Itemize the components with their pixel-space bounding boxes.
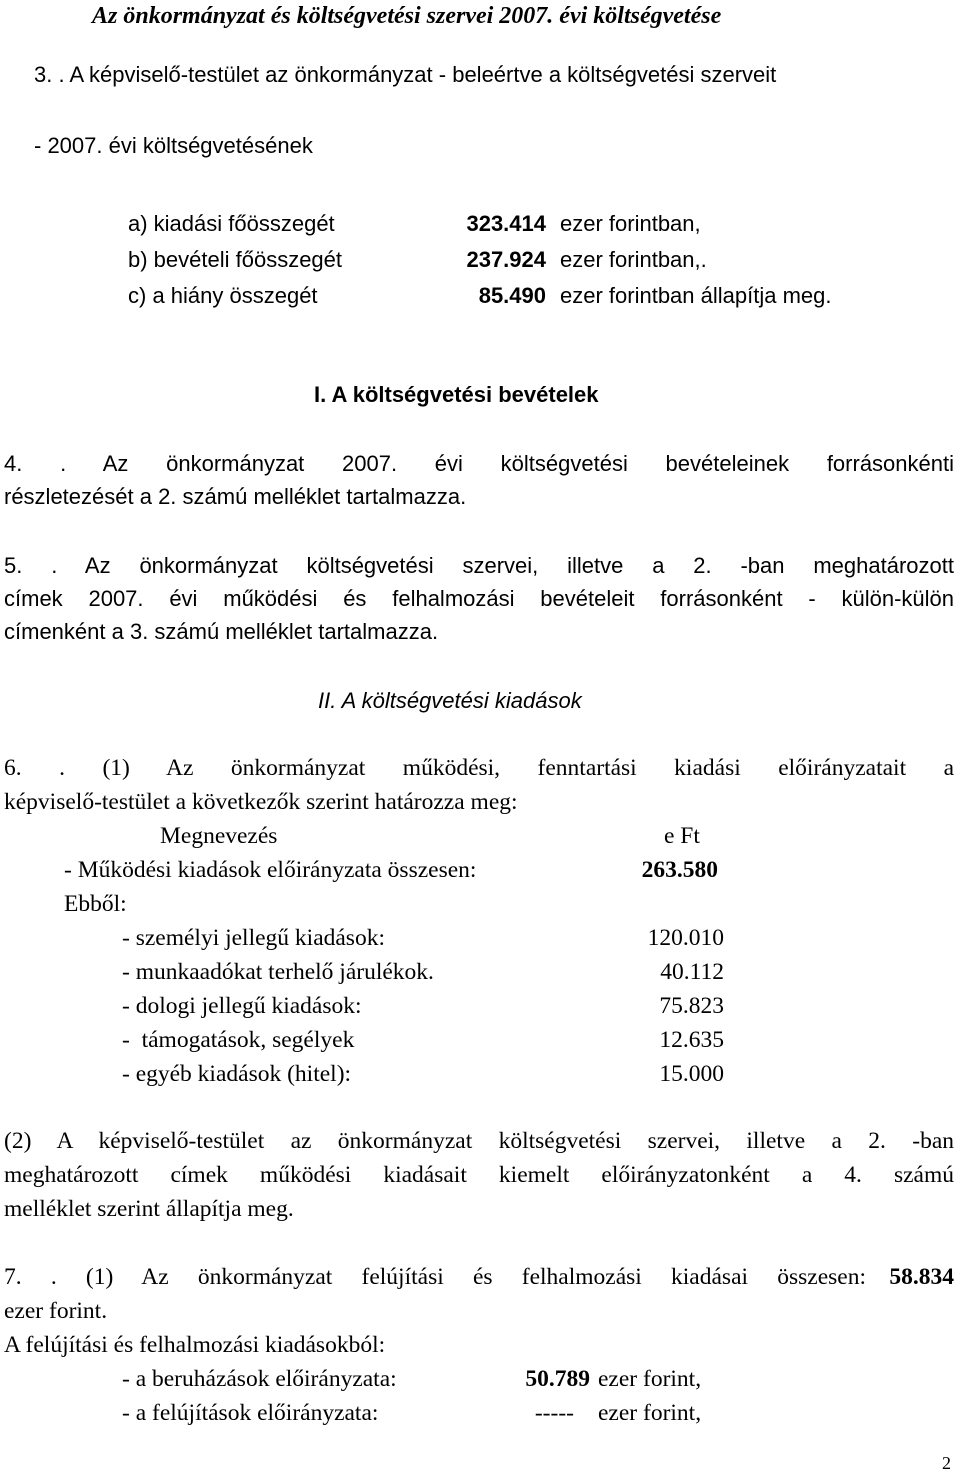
total-label: - Működési kiadások előirányzata összesen: bbox=[64, 857, 477, 883]
capital-value: ----- bbox=[534, 1400, 574, 1426]
section-5-line-2: címek 2007. évi működési és felhalmozási bevételeit forrásonként - külön-külön bbox=[4, 586, 954, 611]
section-4-line-2: részletezését a 2. számú melléklet tartalmazza. bbox=[4, 484, 467, 509]
section-7-line-1: 7. . (1) Az önkormányzat felújítási és felhalmozási kiadásai összesen: bbox=[4, 1264, 866, 1290]
of-which-label: Ebből: bbox=[64, 891, 127, 917]
total-value: 263.580 bbox=[641, 857, 718, 883]
capital-unit: ezer forint, bbox=[598, 1366, 702, 1392]
summary-unit-b: ezer forintban,. bbox=[560, 247, 707, 272]
summary-label-b: b) bevételi főösszegét bbox=[128, 247, 343, 272]
expense-label: - egyéb kiadások (hitel): bbox=[122, 1061, 352, 1087]
section-7-line-3: A felújítási és felhalmozási kiadásokból: bbox=[4, 1332, 386, 1358]
summary-label-a: a) kiadási főösszegét bbox=[128, 211, 335, 236]
capital-label: - a beruházások előirányzata: bbox=[122, 1366, 397, 1392]
column-header-unit: e Ft bbox=[664, 823, 700, 849]
page-number: 2 bbox=[942, 1453, 951, 1473]
capital-label: - a felújítások előirányzata: bbox=[122, 1400, 379, 1426]
summary-value-c: 85.490 bbox=[478, 283, 546, 308]
section-6-para-2-line-1: (2) A képviselő-testület az önkormányzat költségvetési szervei, illetve a 2. -ban bbox=[4, 1128, 954, 1154]
expense-value: 12.635 bbox=[659, 1027, 724, 1053]
summary-value-b: 237.924 bbox=[466, 247, 546, 272]
summary-unit-c: ezer forintban állapítja meg. bbox=[560, 283, 832, 308]
capital-unit: ezer forint, bbox=[598, 1400, 702, 1426]
section-5-line-3: címenként a 3. számú melléklet tartalmazza. bbox=[4, 619, 439, 644]
section-6-para-2-line-3: melléklet szerint állapítja meg. bbox=[4, 1196, 294, 1222]
document-title: Az önkormányzat és költségvetési szervei 2007. évi költségvetése bbox=[92, 3, 722, 29]
section-6-line-1: 6. . (1) Az önkormányzat működési, fenntartási kiadási előirányzatait a bbox=[4, 755, 954, 781]
expense-value: 120.010 bbox=[647, 925, 724, 951]
capital-value: 50.789 bbox=[525, 1366, 590, 1392]
section-6-line-2: képviselő-testület a következők szerint határozza meg: bbox=[4, 789, 518, 815]
column-header-name: Megnevezés bbox=[160, 823, 278, 849]
expense-label: - munkaadókat terhelő járulékok. bbox=[122, 959, 434, 985]
section-7-line-2: ezer forint. bbox=[4, 1298, 108, 1324]
expense-value: 40.112 bbox=[660, 959, 724, 985]
section-4-line-1: 4. . Az önkormányzat 2007. évi költségvetési bevételeinek forrásonkénti bbox=[4, 451, 954, 476]
expense-label: - dologi jellegű kiadások: bbox=[122, 993, 362, 1019]
expense-value: 75.823 bbox=[659, 993, 724, 1019]
expense-label: - támogatások, segélyek bbox=[122, 1027, 355, 1053]
section-7-total-value: 58.834 bbox=[889, 1264, 954, 1290]
section-6-para-2-line-2: meghatározott címek működési kiadásait kiemelt előirányzatonként a 4. számú bbox=[4, 1162, 954, 1188]
summary-value-a: 323.414 bbox=[466, 211, 546, 236]
summary-label-c: c) a hiány összegét bbox=[128, 283, 318, 308]
section-i-heading: I. A költségvetési bevételek bbox=[314, 382, 599, 407]
section-5-line-1: 5. . Az önkormányzat költségvetési szervei, illetve a 2. -ban meghatározott bbox=[4, 553, 954, 578]
section-3-line-1: 3. . A képviselő-testület az önkormányzat - beleértve a költségvetési szerveit bbox=[34, 62, 777, 87]
expense-label: - személyi jellegű kiadások: bbox=[122, 925, 385, 951]
summary-unit-a: ezer forintban, bbox=[560, 211, 701, 236]
expense-value: 15.000 bbox=[659, 1061, 724, 1087]
section-3-line-2: - 2007. évi költségvetésének bbox=[34, 133, 313, 158]
section-ii-heading: II. A költségvetési kiadások bbox=[318, 688, 582, 713]
